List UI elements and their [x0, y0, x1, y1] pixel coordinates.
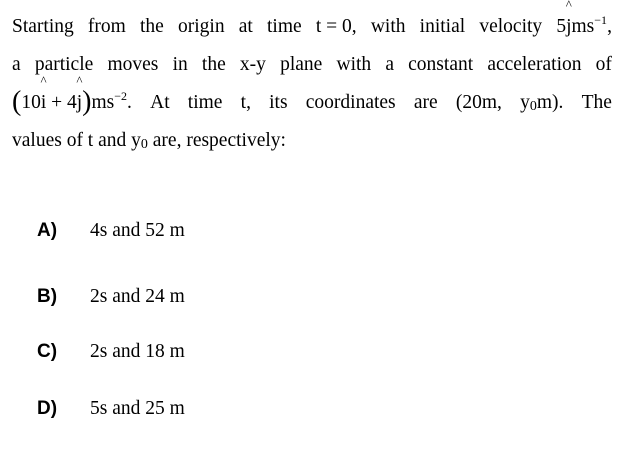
subscript-zero: 0: [140, 137, 148, 152]
acceleration-i-coefficient: 10: [21, 92, 41, 113]
option-letter: A): [37, 220, 58, 241]
i-hat-vector: i ^: [41, 84, 46, 122]
word: Starting: [12, 16, 74, 37]
word: in: [172, 54, 188, 75]
question-line-4-text: values of t and y: [12, 130, 141, 151]
word: At: [150, 92, 170, 113]
question-text: [12, 8, 612, 160]
word: of: [595, 54, 612, 75]
acceleration-unit: ms: [91, 92, 115, 113]
question-line-3: [12, 84, 612, 122]
option-text: 2s and 24 m: [90, 286, 185, 307]
option-letter: D): [37, 398, 58, 419]
option-d[interactable]: [37, 398, 185, 420]
word: velocity: [479, 16, 543, 37]
velocity-unit: ms: [571, 16, 595, 37]
punctuation: .: [127, 92, 132, 113]
word: its: [269, 92, 288, 113]
option-text: 4s and 52 m: [90, 220, 185, 241]
word: constant: [408, 54, 474, 75]
acceleration-j-coefficient: 4: [67, 92, 77, 113]
subscript-zero: 0: [529, 99, 537, 114]
word: m).: [536, 92, 564, 113]
word: a: [12, 54, 21, 75]
word: moves: [107, 54, 159, 75]
question-line-2: [12, 46, 612, 84]
open-paren: (: [12, 86, 22, 117]
acceleration-expression: [12, 84, 132, 122]
word: plane: [280, 54, 323, 75]
word: with: [336, 54, 372, 75]
word: x-y: [239, 54, 266, 75]
j-hat-vector: j ^: [566, 8, 571, 46]
question-line-1: [12, 8, 612, 46]
word: at: [238, 16, 253, 37]
y0-coordinate: [520, 84, 563, 122]
option-text: 5s and 25 m: [90, 398, 185, 419]
y-symbol: y: [520, 92, 530, 113]
word: the: [140, 16, 164, 37]
word: with: [370, 16, 406, 37]
word: time: [187, 92, 223, 113]
word: t,: [240, 92, 251, 113]
word: acceleration: [487, 54, 582, 75]
punctuation: ,: [607, 16, 612, 37]
word: from: [87, 16, 126, 37]
word: origin: [178, 16, 225, 37]
option-b[interactable]: [37, 286, 185, 308]
word: (20m,: [455, 92, 502, 113]
option-letter: B): [37, 286, 58, 307]
word: coordinates: [305, 92, 396, 113]
j-hat-vector: j ^: [77, 84, 82, 122]
option-c[interactable]: [37, 341, 185, 363]
acceleration-exponent: −2: [114, 89, 128, 103]
word: are: [413, 92, 438, 113]
word: a: [385, 54, 394, 75]
velocity-number: 5: [556, 16, 567, 37]
question-line-4: [12, 122, 612, 160]
velocity-expression: [556, 8, 612, 46]
plus-sign: +: [51, 92, 63, 113]
question-line-4-text: are, respectively:: [147, 130, 286, 151]
word: t = 0,: [315, 16, 357, 37]
word: particle: [34, 54, 94, 75]
option-a[interactable]: [37, 220, 185, 242]
option-letter: C): [37, 341, 58, 362]
word: The: [581, 92, 612, 113]
word: the: [201, 54, 226, 75]
close-paren: ): [82, 86, 92, 117]
option-text: 2s and 18 m: [90, 341, 185, 362]
word: time: [267, 16, 302, 37]
velocity-exponent: −1: [594, 13, 608, 27]
word: initial: [419, 16, 466, 37]
